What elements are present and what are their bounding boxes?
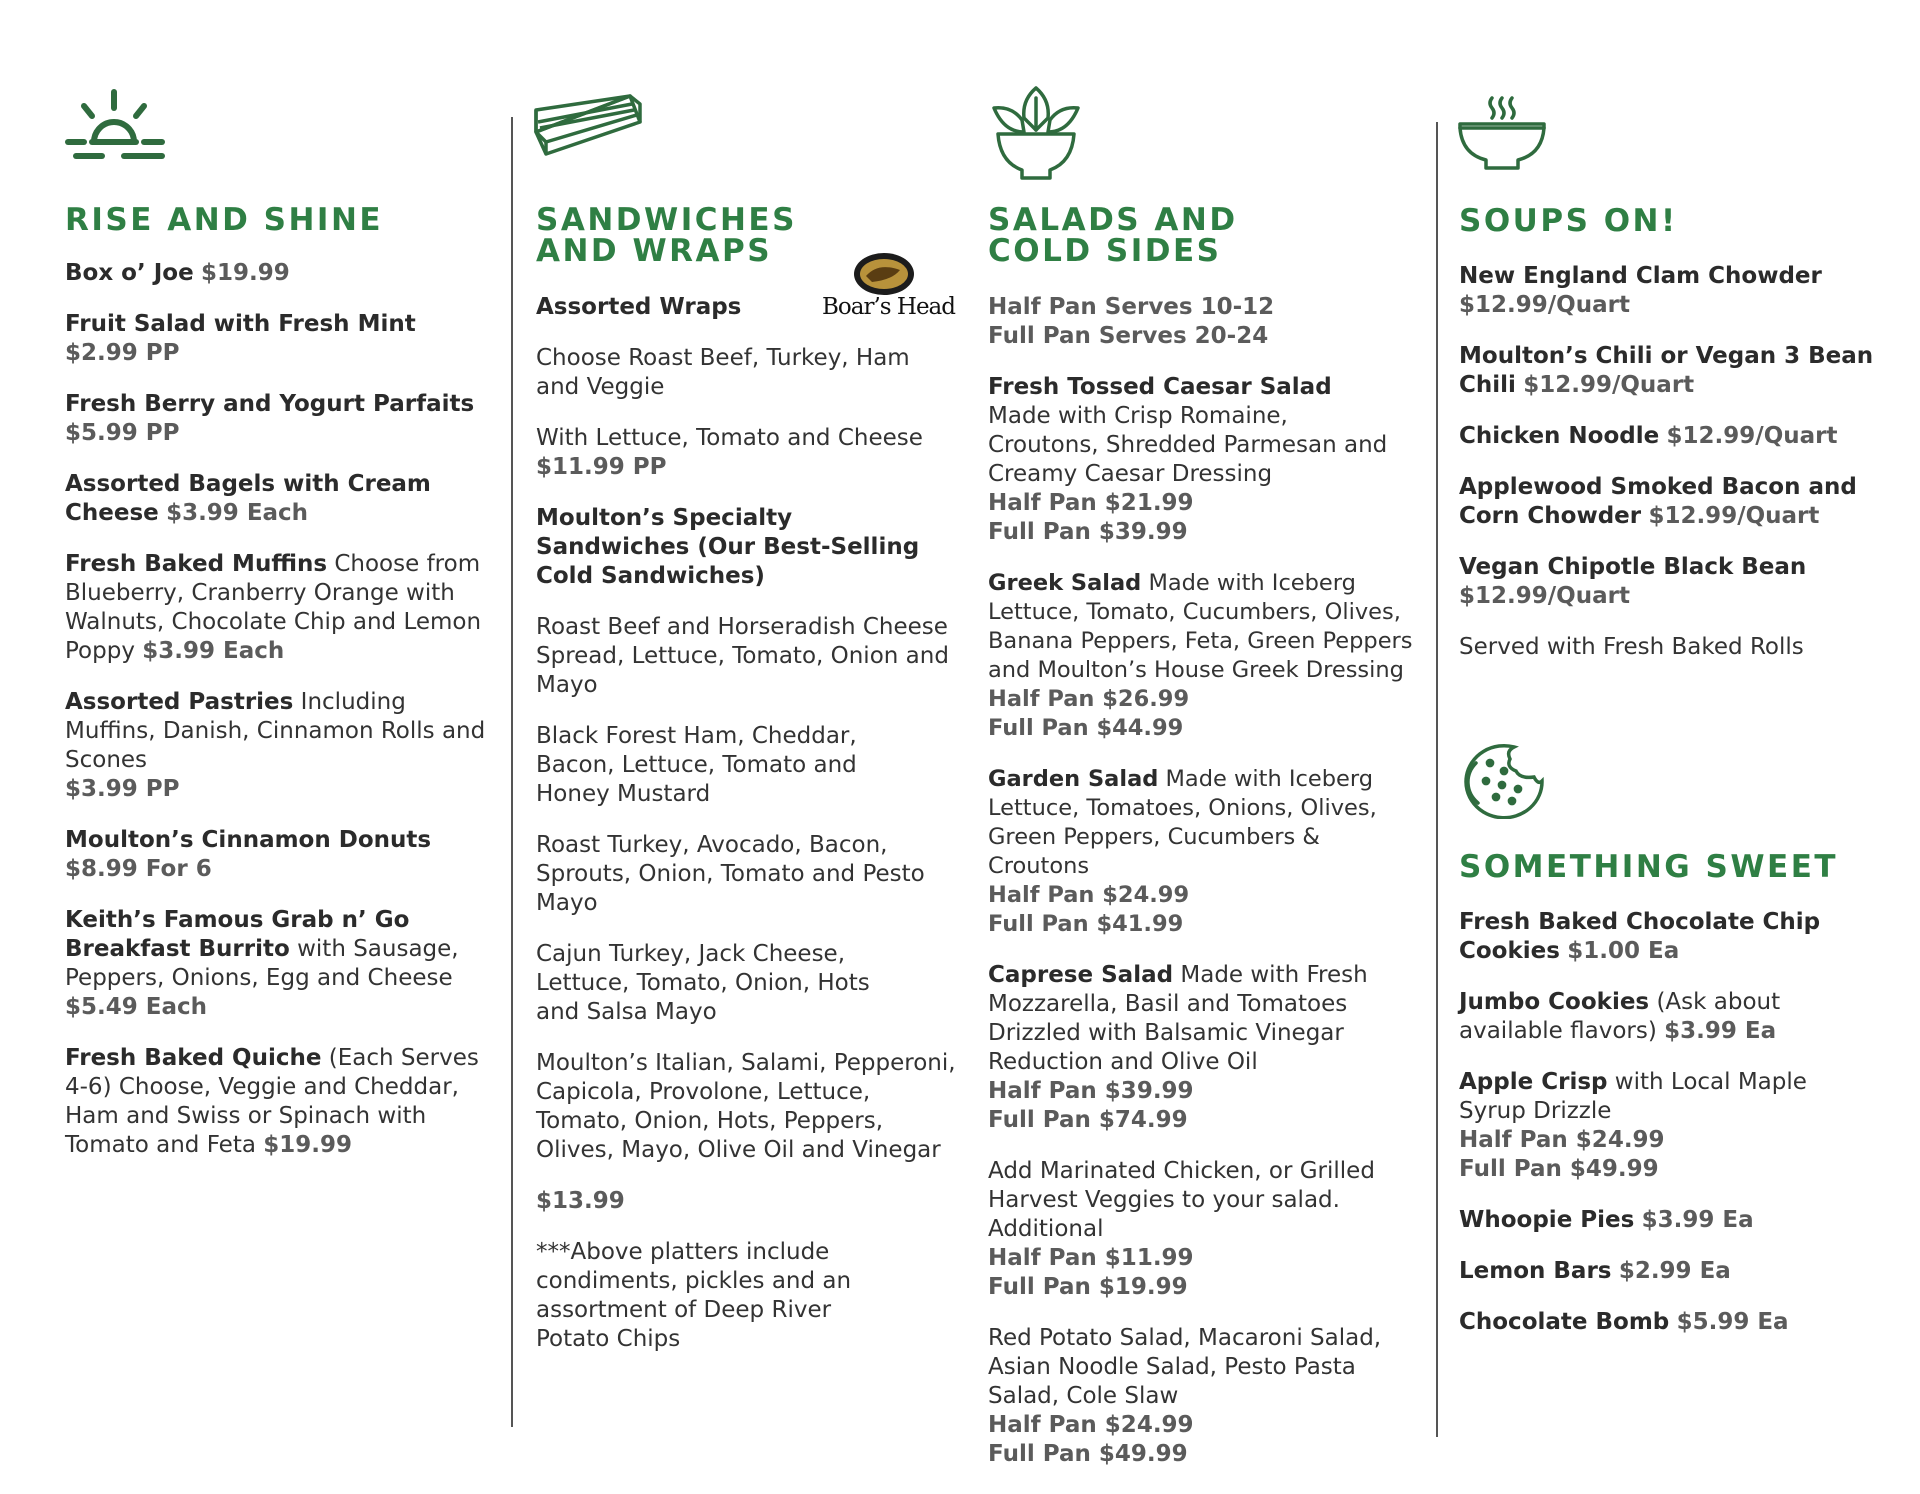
item-price: $12.99/Quart: [1459, 292, 1630, 318]
item-description: Made with Crisp Romaine, Croutons, Shredded Parmesan and Creamy Caesar Dressing: [988, 403, 1388, 487]
salads-list: [988, 293, 1418, 1491]
menu-item-breakfast-burrito: [65, 906, 495, 1022]
sandwich-roast-turkey: [536, 831, 926, 918]
item-price: $2.99 Ea: [1618, 1258, 1731, 1284]
sunrise-icon: [62, 86, 170, 178]
menu-item-chocolate-chip-cookies: [1459, 908, 1839, 966]
item-price: $12.99/Quart: [1666, 423, 1838, 449]
something-sweet-heading: SOMETHING SWEET: [1459, 849, 1839, 885]
salads-heading: [988, 202, 1238, 269]
specialty-title: [536, 504, 936, 591]
item-name: Moulton’s Chili or Vegan 3 Bean Chili: [1459, 343, 1874, 398]
sandwich-italian: [536, 1049, 956, 1165]
half-pan-serves: Half Pan Serves 10-12: [988, 294, 1275, 320]
menu-item-greek-salad: [988, 569, 1418, 743]
menu-item-caesar-salad: [988, 373, 1398, 547]
wraps-toppings: [536, 424, 956, 482]
item-name: Vegan Chipotle Black Bean: [1459, 554, 1807, 580]
item-name: Garden Salad: [988, 766, 1159, 792]
menu-item-lemon-bars: [1459, 1257, 1899, 1286]
menu-item-caprese-salad: [988, 961, 1398, 1135]
salad-bowl-icon: [988, 84, 1084, 182]
heading-line-1: SANDWICHES: [536, 202, 797, 238]
item-description: Choose Roast Beef, Turkey, Ham and Veggie: [536, 345, 910, 400]
heading-line-2: AND WRAPS: [536, 233, 773, 269]
item-name: Chicken Noodle: [1459, 423, 1660, 449]
item-name: Fresh Berry and Yogurt Parfaits: [65, 391, 475, 417]
item-name: Box o’ Joe: [65, 260, 194, 286]
item-price: $3.99 Each: [142, 638, 285, 664]
item-price: $5.99 PP: [65, 420, 180, 446]
item-name: Fresh Tossed Caesar Salad: [988, 374, 1332, 400]
column-divider-left: [511, 117, 513, 1427]
item-description: with Sausage, Peppers, Onions, Egg and Cheese: [65, 936, 459, 991]
full-pan-price: Full Pan $44.99: [988, 715, 1184, 741]
item-name: Applewood Smoked Bacon and Corn Chowder: [1459, 474, 1857, 529]
sandwiches-heading: [536, 202, 797, 269]
item-description: (Each Serves 4-6) Choose, Veggie and Cheddar, Ham and Swiss or Spinach with Tomato and Feta: [65, 1045, 479, 1158]
brand-wordmark: Boar’s Head: [822, 294, 955, 320]
item-price: $12.99/Quart: [1523, 372, 1695, 398]
item-price: $3.99 PP: [65, 776, 180, 802]
item-description: (Ask about available flavors): [1459, 989, 1781, 1044]
cookie-icon: [1456, 741, 1548, 819]
menu-item-pastries: [65, 688, 495, 804]
note-text: Served with Fresh Baked Rolls: [1459, 634, 1804, 660]
item-description: with Local Maple Syrup Drizzle: [1459, 1069, 1807, 1124]
column-divider-right: [1436, 122, 1438, 1437]
half-pan-price: Half Pan $24.99: [988, 882, 1190, 908]
half-pan-price: Half Pan $21.99: [988, 490, 1194, 516]
full-pan-price: Full Pan $41.99: [988, 911, 1184, 937]
menu-item-clam-chowder: [1459, 262, 1899, 320]
half-pan-price: Half Pan $24.99: [1459, 1127, 1665, 1153]
item-price: $3.99 Each: [166, 500, 309, 526]
menu-item-corn-chowder: [1459, 473, 1899, 531]
soups-heading: SOUPS ON!: [1459, 203, 1678, 239]
sandwich-cajun-turkey: [536, 940, 916, 1027]
specialty-price: [536, 1187, 956, 1216]
item-name: Fresh Baked Muffins: [65, 551, 328, 577]
item-price: $5.99 Ea: [1676, 1309, 1789, 1335]
item-name: Assorted Pastries: [65, 689, 294, 715]
item-name: Chocolate Bomb: [1459, 1309, 1670, 1335]
menu-item-donuts: [65, 826, 495, 884]
item-description: Add Marinated Chicken, or Grilled Harvest Veggies to your salad. Additional: [988, 1158, 1375, 1242]
item-name: Assorted Wraps: [536, 294, 742, 320]
item-name: Moulton’s Cinnamon Donuts: [65, 827, 432, 853]
item-description: Choose from Blueberry, Cranberry Orange with Walnuts, Chocolate Chip and Lemon Poppy: [65, 551, 482, 664]
item-name: Jumbo Cookies: [1459, 989, 1650, 1015]
item-price: $13.99: [536, 1188, 625, 1214]
item-name: Apple Crisp: [1459, 1069, 1608, 1095]
full-pan-price: Full Pan $74.99: [988, 1107, 1188, 1133]
item-price: $19.99: [263, 1132, 353, 1158]
menu-item-whoopie-pies: [1459, 1206, 1899, 1235]
menu-item-jumbo-cookies: [1459, 988, 1859, 1046]
item-description: Black Forest Ham, Cheddar, Bacon, Lettuce, Tomato and Honey Mustard: [536, 723, 857, 807]
item-price: $3.99 Ea: [1664, 1018, 1777, 1044]
menu-item-parfaits: [65, 390, 495, 448]
item-description: Red Potato Salad, Macaroni Salad, Asian Noodle Salad, Pesto Pasta Salad, Cole Slaw: [988, 1325, 1382, 1409]
item-description: With Lettuce, Tomato and Cheese: [536, 425, 923, 451]
rise-and-shine-heading: RISE AND SHINE: [65, 202, 384, 238]
sandwiches-list: [536, 293, 956, 1376]
item-name: Fresh Baked Quiche: [65, 1045, 322, 1071]
item-name: Moulton’s Specialty Sandwiches (Our Best-Selling Cold Sandwiches): [536, 505, 920, 589]
item-description: Moulton’s Italian, Salami, Pepperoni, Capicola, Provolone, Lettuce, Tomato, Onion, Hots, Peppers, Olives, Mayo, Olive Oil and Vinegar: [536, 1050, 956, 1163]
menu-item-fruit-salad: [65, 310, 495, 368]
item-price: $19.99: [201, 260, 290, 286]
full-pan-price: Full Pan $49.99: [988, 1441, 1188, 1467]
full-pan-price: Full Pan $39.99: [988, 519, 1188, 545]
item-name: Keith’s Famous Grab n’ Go Breakfast Burrito: [65, 907, 410, 962]
item-name: Lemon Bars: [1459, 1258, 1612, 1284]
menu-item-chili: [1459, 342, 1899, 400]
sandwich-black-forest-ham: [536, 722, 896, 809]
heading-line-1: SALADS AND: [988, 202, 1238, 238]
full-pan-price: Full Pan $49.99: [1459, 1156, 1659, 1182]
item-price: $2.99 PP: [65, 340, 180, 366]
menu-item-box-o-joe: [65, 259, 495, 288]
menu-item-garden-salad: [988, 765, 1418, 939]
item-description: Roast Beef and Horseradish Cheese Spread, Lettuce, Tomato, Onion and Mayo: [536, 614, 949, 698]
soups-list: [1459, 262, 1899, 684]
item-name: Fresh Baked Chocolate Chip Cookies: [1459, 909, 1821, 964]
item-price: $11.99 PP: [536, 454, 667, 480]
item-description: Roast Turkey, Avocado, Bacon, Sprouts, Onion, Tomato and Pesto Mayo: [536, 832, 925, 916]
half-pan-price: Half Pan $26.99: [988, 686, 1190, 712]
wraps-options: [536, 344, 936, 402]
item-name: Assorted Bagels with Cream Cheese: [65, 471, 431, 526]
menu-item-quiche: [65, 1044, 495, 1160]
menu-item-black-bean: [1459, 553, 1899, 611]
menu-item-chocolate-bomb: [1459, 1308, 1899, 1337]
item-price: $12.99/Quart: [1459, 583, 1630, 609]
item-description: Made with Iceberg Lettuce, Tomato, Cucumbers, Olives, Banana Peppers, Feta, Green Peppers and Moulton’s House Greek Dressing: [988, 570, 1413, 683]
sweets-list: [1459, 908, 1899, 1359]
item-description: Cajun Turkey, Jack Cheese, Lettuce, Tomato, Onion, Hots and Salsa Mayo: [536, 941, 870, 1025]
item-description: Made with Fresh Mozzarella, Basil and Tomatoes Drizzled with Balsamic Vinegar Reduction and Olive Oil: [988, 962, 1368, 1075]
breakfast-list: [65, 259, 495, 1182]
item-name: Fruit Salad with Fresh Mint: [65, 311, 416, 337]
sandwich-roast-beef: [536, 613, 956, 700]
item-description: Including Muffins, Danish, Cinnamon Rolls and Scones: [65, 689, 486, 773]
full-pan-price: Full Pan $19.99: [988, 1274, 1188, 1300]
menu-item-cold-sides: [988, 1324, 1408, 1469]
item-description: Made with Iceberg Lettuce, Tomatoes, Onions, Olives, Green Peppers, Cucumbers & Croutons: [988, 766, 1377, 879]
note-text: ***Above platters include condiments, pickles and an assortment of Deep River Potato Chips: [536, 1239, 852, 1352]
item-name: New England Clam Chowder: [1459, 263, 1822, 289]
half-pan-price: Half Pan $11.99: [988, 1245, 1194, 1271]
heading-line-2: COLD SIDES: [988, 233, 1222, 269]
item-price: $3.99 Ea: [1641, 1207, 1754, 1233]
item-name: Whoopie Pies: [1459, 1207, 1635, 1233]
half-pan-price: Half Pan $39.99: [988, 1078, 1194, 1104]
menu-item-chicken-noodle: [1459, 422, 1899, 451]
menu-item-apple-crisp: [1459, 1068, 1839, 1184]
item-price: $8.99 For 6: [65, 856, 212, 882]
soups-note: [1459, 633, 1899, 662]
item-name: Greek Salad: [988, 570, 1142, 596]
pan-servings: [988, 293, 1418, 351]
platter-note: [536, 1238, 906, 1354]
full-pan-serves: Full Pan Serves 20-24: [988, 323, 1269, 349]
item-price: $5.49 Each: [65, 994, 207, 1020]
menu-item-salad-add-ons: [988, 1157, 1408, 1302]
item-name: Caprese Salad: [988, 962, 1174, 988]
menu-item-muffins: [65, 550, 495, 666]
menu-item-bagels: [65, 470, 445, 528]
half-pan-price: Half Pan $24.99: [988, 1412, 1194, 1438]
wraps-title: [536, 293, 956, 322]
sandwich-icon: [532, 92, 648, 158]
item-price: $1.00 Ea: [1567, 938, 1680, 964]
item-price: $12.99/Quart: [1648, 503, 1820, 529]
soup-bowl-icon: [1456, 94, 1548, 172]
